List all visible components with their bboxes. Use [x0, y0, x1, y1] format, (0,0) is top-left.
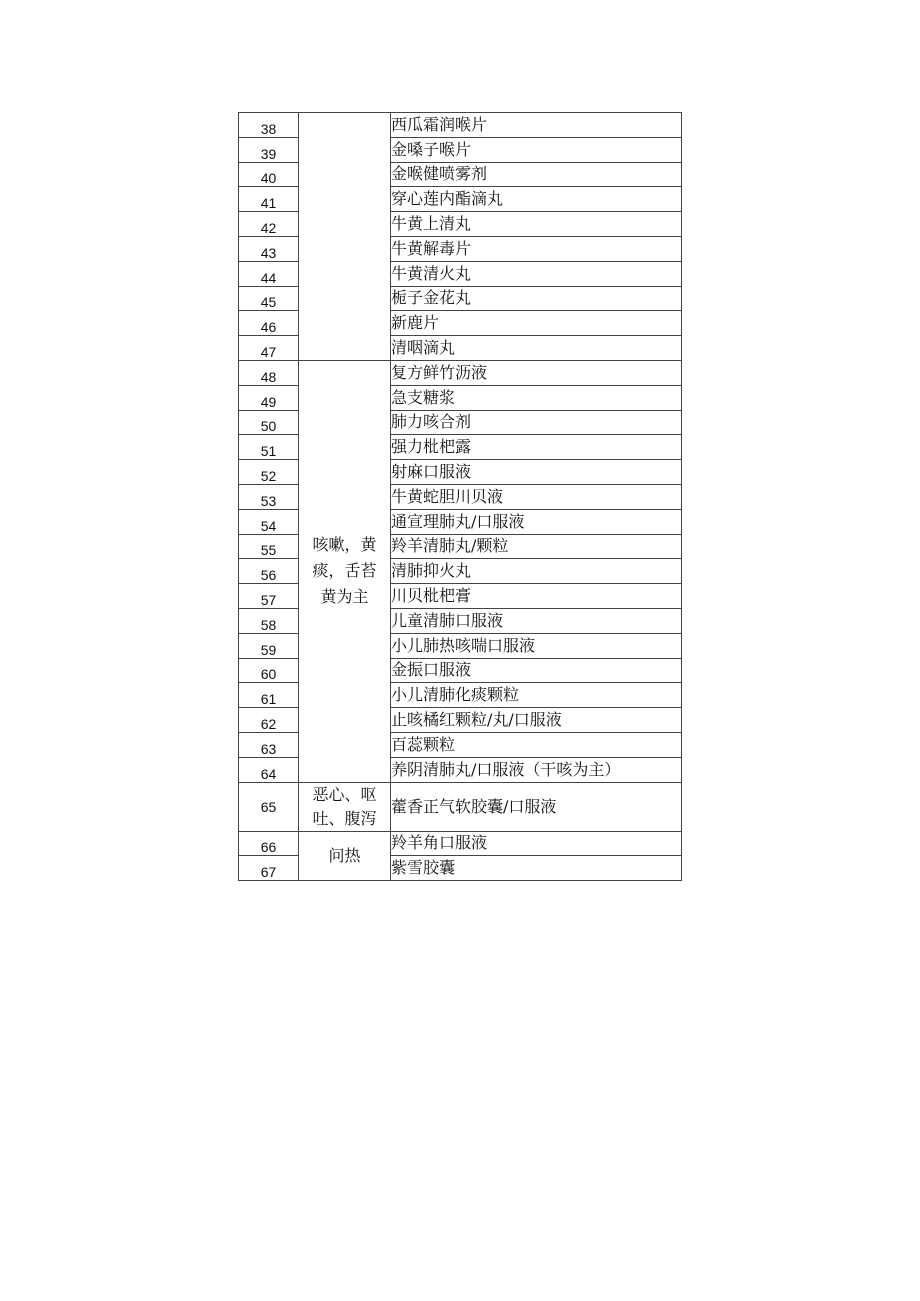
medicine-name: 肺力咳合剂	[391, 410, 682, 435]
row-number: 56	[239, 559, 299, 584]
row-number: 65	[239, 782, 299, 831]
symptom-cell-cough	[299, 360, 391, 782]
medicine-name: 羚羊角口服液	[391, 831, 682, 856]
symptom-line: 痰，舌苔	[312, 561, 377, 581]
medicine-name: 川贝枇杷膏	[391, 584, 682, 609]
row-number: 48	[239, 360, 299, 385]
row-number: 42	[239, 212, 299, 237]
medicine-name: 牛黄清火丸	[391, 261, 682, 286]
row-number: 51	[239, 435, 299, 460]
row-number: 61	[239, 683, 299, 708]
row-number: 57	[239, 584, 299, 609]
symptom-line: 恶心、呕	[312, 784, 377, 804]
medicine-name: 复方鲜竹沥液	[391, 360, 682, 385]
medicine-name: 射麻口服液	[391, 460, 682, 485]
row-number: 39	[239, 137, 299, 162]
medicine-name: 小儿肺热咳喘口服液	[391, 633, 682, 658]
row-number: 50	[239, 410, 299, 435]
medicine-name: 止咳橘红颗粒/丸/口服液	[391, 708, 682, 733]
medicine-name: 强力枇杷露	[391, 435, 682, 460]
row-number: 64	[239, 757, 299, 782]
medicine-name: 牛黄解毒片	[391, 236, 682, 261]
medicine-name: 通宣理肺丸/口服液	[391, 509, 682, 534]
medicine-name: 清肺抑火丸	[391, 559, 682, 584]
row-number: 52	[239, 460, 299, 485]
row-number: 47	[239, 336, 299, 361]
row-number: 62	[239, 708, 299, 733]
medicine-table	[238, 112, 682, 881]
medicine-name: 羚羊清肺丸/颗粒	[391, 534, 682, 559]
symptom-cell-empty	[299, 113, 391, 361]
medicine-name: 百蕊颗粒	[391, 732, 682, 757]
symptom-line: 问热	[328, 845, 361, 865]
row-number: 43	[239, 236, 299, 261]
row-number: 45	[239, 286, 299, 311]
medicine-name: 牛黄上清丸	[391, 212, 682, 237]
row-number: 41	[239, 187, 299, 212]
medicine-name: 穿心莲内酯滴丸	[391, 187, 682, 212]
row-number: 44	[239, 261, 299, 286]
row-number: 59	[239, 633, 299, 658]
table-row	[239, 113, 682, 138]
medicine-name: 小儿清肺化痰颗粒	[391, 683, 682, 708]
symptom-cell-nausea	[299, 782, 391, 831]
medicine-name: 藿香正气软胶囊/口服液	[391, 782, 682, 831]
medicine-name: 新鹿片	[391, 311, 682, 336]
medicine-name: 清咽滴丸	[391, 336, 682, 361]
row-number: 53	[239, 484, 299, 509]
medicine-name: 养阴清肺丸/口服液（干咳为主）	[391, 757, 682, 782]
medicine-name: 金嗓子喉片	[391, 137, 682, 162]
symptom-cell-fever	[299, 831, 391, 881]
row-number: 55	[239, 534, 299, 559]
medicine-name: 儿童清肺口服液	[391, 608, 682, 633]
medicine-name: 栀子金花丸	[391, 286, 682, 311]
symptom-line: 黄为主	[320, 587, 369, 607]
row-number: 46	[239, 311, 299, 336]
medicine-name: 牛黄蛇胆川贝液	[391, 484, 682, 509]
row-number: 40	[239, 162, 299, 187]
medicine-name: 金振口服液	[391, 658, 682, 683]
row-number: 63	[239, 732, 299, 757]
table-row	[239, 360, 682, 385]
row-number: 60	[239, 658, 299, 683]
row-number: 54	[239, 509, 299, 534]
row-number: 58	[239, 608, 299, 633]
symptom-line: 咳嗽，黄	[312, 535, 377, 555]
row-number: 66	[239, 831, 299, 856]
medicine-table-body	[239, 113, 682, 881]
medicine-name: 急支糖浆	[391, 385, 682, 410]
row-number: 38	[239, 113, 299, 138]
row-number: 49	[239, 385, 299, 410]
table-row	[239, 782, 682, 831]
row-number: 67	[239, 856, 299, 881]
medicine-name: 金喉健喷雾剂	[391, 162, 682, 187]
symptom-line: 吐、腹泻	[312, 808, 377, 828]
table-row	[239, 831, 682, 856]
medicine-name: 紫雪胶囊	[391, 856, 682, 881]
medicine-name: 西瓜霜润喉片	[391, 113, 682, 138]
